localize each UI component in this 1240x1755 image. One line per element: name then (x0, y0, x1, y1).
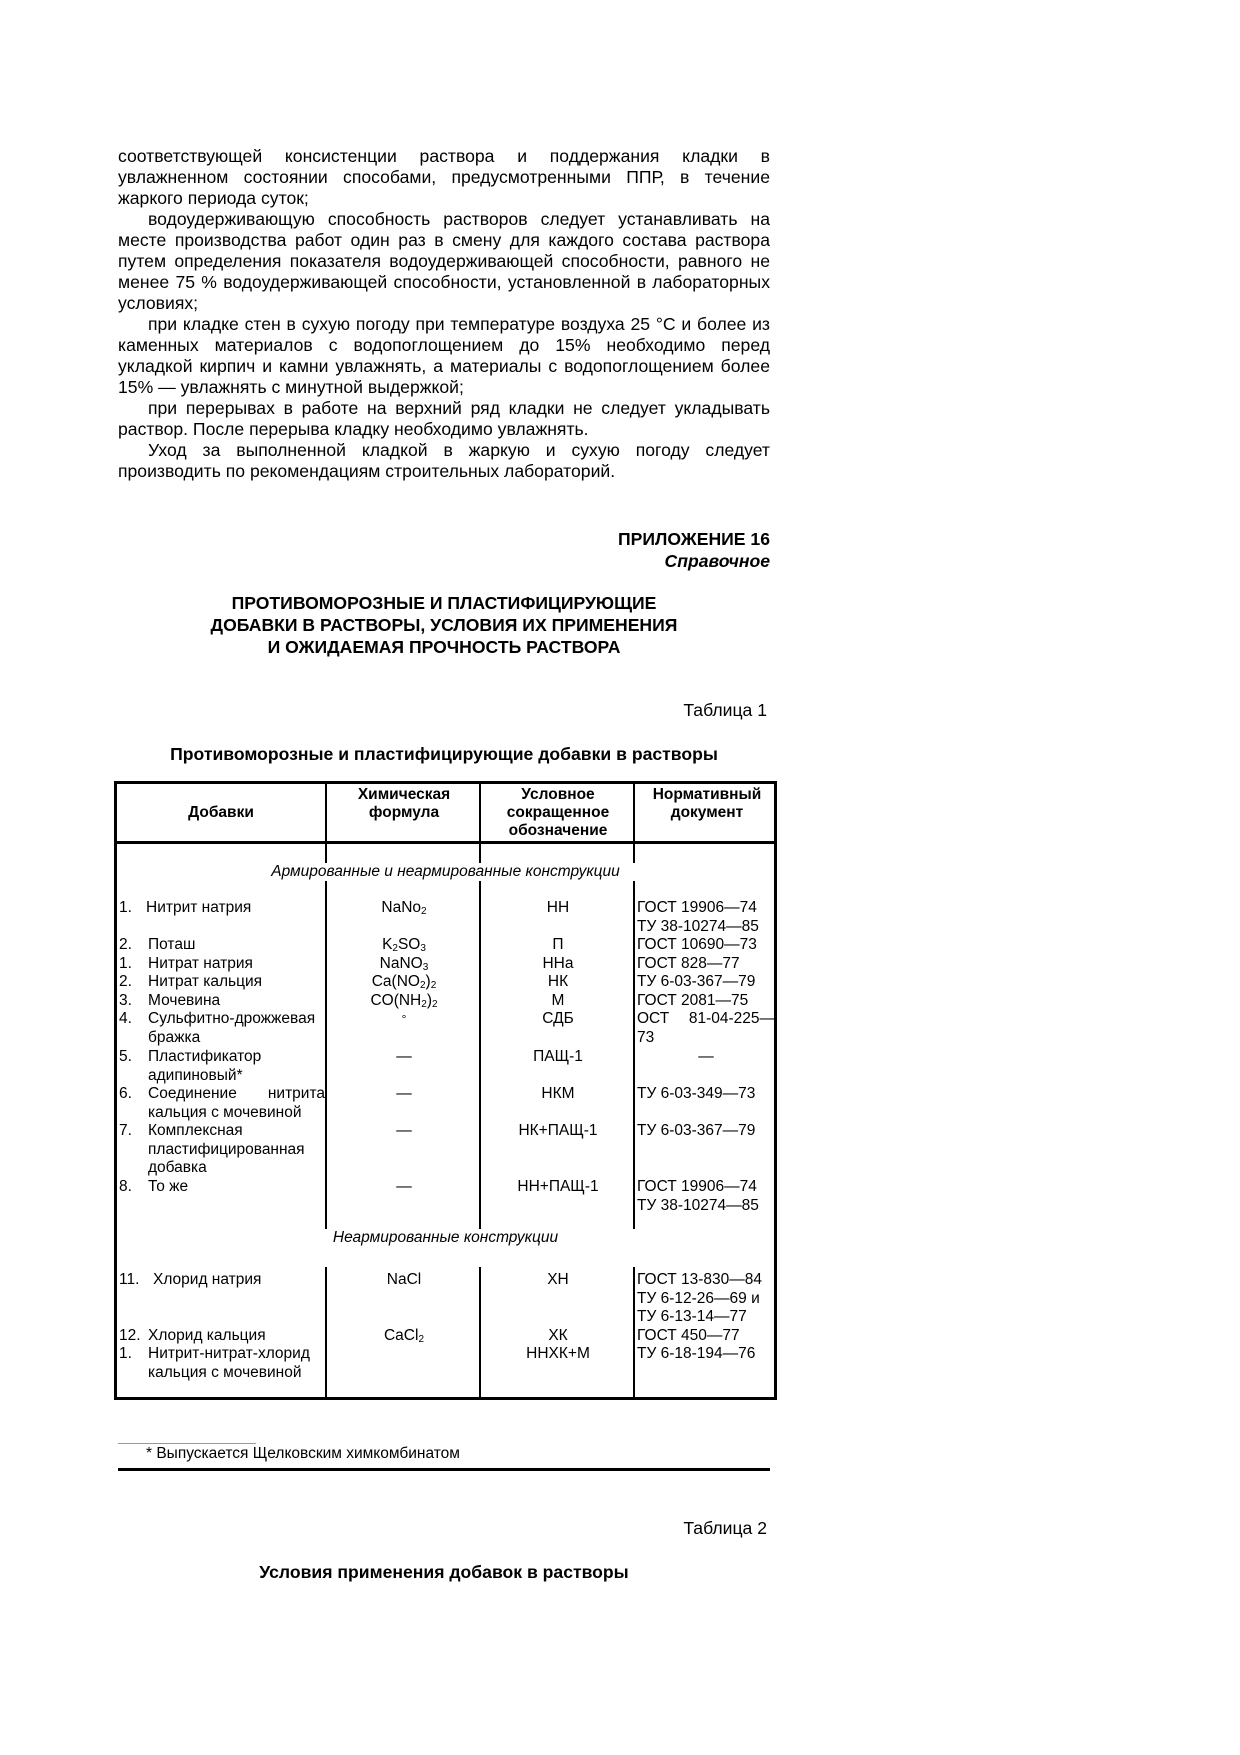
heading-line: И ОЖИДАЕМАЯ ПРОЧНОСТЬ РАСТВОРА (267, 637, 621, 657)
additive-name: Нитрат кальция (148, 973, 263, 990)
heading-line: ДОБАВКИ В РАСТВОРЫ, УСЛОВИЯ ИХ ПРИМЕНЕНИЯ (210, 615, 678, 635)
section-reinforced: Армированные и неармированные конструкции (117, 863, 774, 881)
normative-document: ТУ 6-03-367—79 (637, 1122, 756, 1139)
appendix-title: ПРИЛОЖЕНИЕ 16 (617, 529, 770, 549)
table2-caption: Таблица 2 (683, 1518, 767, 1538)
chemical-formula: — (396, 1048, 412, 1065)
abbreviation: НКМ (541, 1085, 575, 1102)
row-number: 5. (119, 1048, 132, 1065)
paragraph: соответствующей консистенции раствора и поддержания кладки в увлажненном состоянии способами, предусмотренными ППР, в течение жаркого периода суток; (118, 146, 770, 208)
normative-document: ГОСТ 2081—75 (637, 992, 749, 1009)
abbreviation: НН (546, 899, 570, 916)
additives-table (114, 781, 777, 1400)
header-formula: Химическая формула (357, 786, 451, 821)
chemical-formula: CaCl$_2$ (383, 1327, 424, 1345)
row-number: 6. (119, 1085, 132, 1102)
heading-line: ПРОТИВОМОРОЗНЫЕ И ПЛАСТИФИЦИРУЮЩИЕ (231, 593, 657, 613)
normative-document: ГОСТ 13-830—84 ТУ 6-12-26—69 и ТУ 6-13-14—77 (637, 1271, 763, 1325)
row-number: 7. (119, 1122, 132, 1139)
footnote: * Выпускается Щелковским химкомбинатом (146, 1445, 460, 1462)
table1-title: Противоморозные и пластифицирующие добавки в растворы (170, 744, 718, 764)
additive-name: То же (148, 1178, 189, 1195)
paragraph: водоудерживающую способность растворов следует устанавливать на месте производства работ один раз в смену для каждого состава раствора путем определения показателя водоудерживающей способности, равного не менее 75 % водоудерживающей способности, установленной в лабораторных условиях; (118, 209, 770, 313)
row-number: 3. (119, 992, 132, 1009)
paragraph: при кладке стен в сухую погоду при температуре воздуха 25 °С и более из каменных материалов с водопоглощением до 15% необходимо перед укладкой кирпич и камни увлажнять, а материалы с водопоглощением более 15% — увлажнять с минутной выдержкой; (118, 314, 770, 397)
additive-name: Нитрит-нитрат-хлорид кальция с мочевиной (148, 1345, 310, 1381)
chemical-formula: $CO(NH_2)_2$ (370, 992, 438, 1010)
header-additives: Добавки (188, 803, 254, 821)
appendix-subtitle: Справочное (664, 551, 770, 571)
row-number: 1. (119, 899, 132, 916)
abbreviation: ННа (542, 955, 574, 972)
abbreviation: НН+ПАЩ-1 (517, 1178, 599, 1195)
row-number: 12. (119, 1327, 141, 1344)
chemical-formula: — (396, 1085, 412, 1102)
abbreviation: СДБ (542, 1010, 574, 1027)
row-number: 4. (119, 1010, 132, 1027)
normative-document: ГОСТ 450—77 (637, 1327, 740, 1344)
header-code: Условное сокращенное обозначение (506, 786, 610, 839)
normative-document: ОСТ 81-04-225— 73 (637, 1010, 775, 1046)
normative-document: ГОСТ 10690—73 (637, 936, 757, 953)
row-number: 1. (119, 955, 132, 972)
additive-name: Хлорид натрия (153, 1271, 262, 1288)
abbreviation: П (552, 936, 564, 953)
chemical-formula: NaNO$_3$ (379, 955, 429, 973)
normative-document: ГОСТ 828—77 (637, 955, 740, 972)
normative-document: ТУ 6-03-349—73 (637, 1085, 756, 1102)
body-text (118, 146, 770, 482)
additive-name: Нитрат натрия (148, 955, 253, 972)
appendix-label (118, 528, 770, 572)
additive-name: Хлорид кальция (148, 1327, 266, 1344)
table-header (117, 784, 774, 844)
section-unreinforced: Неармированные конструкции (117, 1229, 774, 1267)
additive-name: Комплексная пластифицированная добавка (148, 1122, 305, 1176)
abbreviation: ХН (547, 1271, 569, 1288)
abbreviation: М (551, 992, 565, 1009)
additive-name: Мочевина (148, 992, 221, 1009)
chemical-formula: NaNo$_2$ (381, 899, 427, 917)
abbreviation: ННХК+М (526, 1345, 590, 1362)
table2-title: Условия применения добавок в растворы (259, 1562, 629, 1582)
section-heading (118, 592, 770, 658)
additive-name: Соединение нитрита кальция с мочевиной (148, 1085, 325, 1121)
normative-document: ТУ 6-18-194—76 (637, 1345, 756, 1362)
chemical-formula: NaCl (386, 1271, 422, 1288)
additive-name: Пластификатор адипиновый* (148, 1048, 262, 1084)
header-document: Нормативный документ (652, 786, 762, 821)
paragraph: при перерывах в работе на верхний ряд кладки не следует укладывать раствор. После перерыва кладку необходимо увлажнять. (118, 398, 770, 439)
chemical-formula: $K_2SO_3$ (382, 936, 426, 954)
additive-name: Нитрит натрия (146, 899, 252, 916)
normative-document: — (698, 1048, 714, 1065)
additive-name: Поташ (148, 936, 196, 953)
abbreviation: ПАЩ-1 (533, 1048, 583, 1065)
normative-document: ГОСТ 19906—74 ТУ 38-10274—85 (637, 1178, 759, 1214)
normative-document: ТУ 6-03-367—79 (637, 973, 756, 990)
abbreviation: НК (547, 973, 569, 990)
row-number: 2. (119, 936, 132, 953)
additive-name: Сульфитно-дрожжевая бражка (148, 1010, 316, 1046)
row-number: 1. (119, 1345, 132, 1362)
abbreviation: НК+ПАЩ-1 (518, 1122, 598, 1139)
row-number: 8. (119, 1178, 132, 1195)
paragraph: Уход за выполненной кладкой в жаркую и сухую погоду следует производить по рекомендациям строительных лабораторий. (118, 440, 770, 481)
chemical-formula: — (396, 1178, 412, 1195)
normative-document: ГОСТ 19906—74 ТУ 38-10274—85 (637, 899, 759, 935)
table1-caption: Таблица 1 (683, 700, 767, 720)
row-number: 11. (119, 1271, 140, 1288)
footnote-divider (118, 1468, 770, 1471)
abbreviation: ХК (548, 1327, 568, 1344)
chemical-formula: — (396, 1122, 412, 1139)
chemical-formula: $Ca(NO_2)_2$ (371, 973, 437, 991)
row-number: 2. (119, 973, 132, 990)
chemical-formula: ° (401, 1012, 407, 1026)
